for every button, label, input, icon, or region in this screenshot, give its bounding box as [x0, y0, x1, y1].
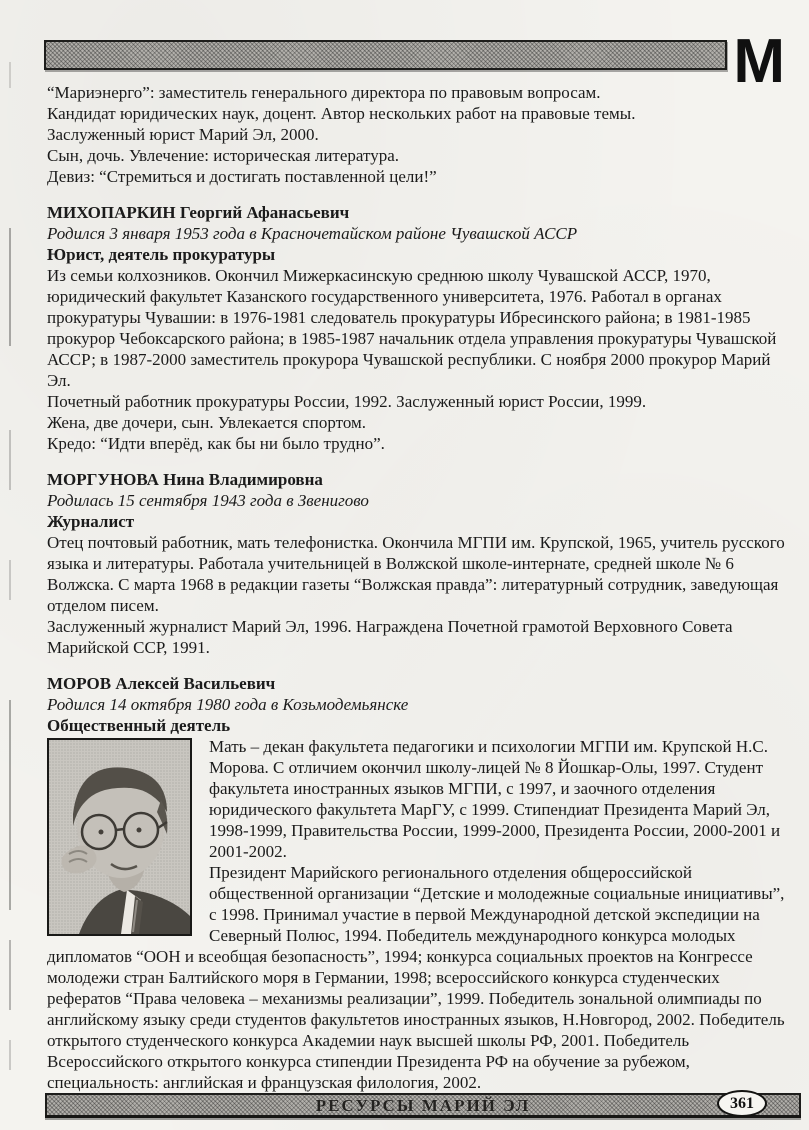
scan-edge-artifact	[9, 1040, 11, 1070]
entry-morov	[47, 673, 795, 1093]
entry-morgunova	[47, 469, 795, 658]
scan-edge-artifact	[9, 62, 11, 88]
scan-edge-artifact	[9, 560, 11, 600]
entry-role: Журналист	[47, 512, 135, 531]
header-decorative-bar	[44, 40, 727, 70]
entry-paragraph: Кредо: “Идти вперёд, как бы ни было трудно”.	[47, 434, 385, 453]
entry-name: МОРОВ Алексей Васильевич	[47, 674, 276, 693]
entry-paragraph: Почетный работник прокуратуры России, 1992. Заслуженный юрист России, 1999.	[47, 392, 647, 411]
entry-paragraph: Заслуженный журналист Марий Эл, 1996. Награждена Почетной грамотой Верховного Совета Марийской ССР, 1991.	[47, 617, 733, 657]
entry-role: Общественный деятель	[47, 716, 231, 735]
entry-paragraph: Заслуженный юрист Марий Эл, 2000.	[47, 125, 319, 144]
entry-paragraph: Сын, дочь. Увлечение: историческая литература.	[47, 146, 399, 165]
scan-edge-artifact	[9, 940, 11, 1010]
entry-continuation	[47, 82, 795, 187]
entry-birth-line: Родилась 15 сентября 1943 года в Звенигово	[47, 491, 369, 510]
entry-paragraph: Отец почтовый работник, мать телефонистка. Окончила МГПИ им. Крупской, 1965, учитель русского языка и литературы. Работала учительницей в Волжской школе-интернате, средней школе № 6 Волжска. С марта 1968 в редакции газеты “Волжская правда”: литературный сотрудник, заведующая отделом писем.	[47, 533, 785, 615]
entry-paragraph: Жена, две дочери, сын. Увлекается спортом.	[47, 413, 366, 432]
entry-paragraph: Кандидат юридических наук, доцент. Автор нескольких работ на правовые темы.	[47, 104, 636, 123]
entry-mikhoparkin	[47, 202, 795, 454]
section-letter-tab: М	[733, 27, 783, 96]
page-number-badge: 361	[717, 1090, 767, 1117]
entry-paragraph: “Мариэнерго”: заместитель генерального директора по правовым вопросам.	[47, 83, 601, 102]
scan-edge-artifact	[9, 430, 11, 490]
page-content	[47, 82, 795, 1093]
scan-edge-artifact	[9, 228, 11, 346]
footer-rule	[45, 1115, 801, 1118]
entry-birth-line: Родился 14 октября 1980 года в Козьмодемьянске	[47, 695, 409, 714]
page-footer	[45, 1093, 801, 1118]
entry-name: МОРГУНОВА Нина Владимировна	[47, 470, 323, 489]
footer-book-title: РЕСУРСЫ МАРИЙ ЭЛ	[315, 1095, 531, 1115]
entry-name: МИХОПАРКИН Георгий Афанасьевич	[47, 203, 350, 222]
entry-paragraph: Девиз: “Стремиться и достигать поставленной цели!”	[47, 167, 437, 186]
entry-role: Юрист, деятель прокуратуры	[47, 245, 276, 264]
entry-paragraph: Мать – декан факультета педагогики и психологии МГПИ им. Крупской Н.С. Морова. С отличием окончил школу-лицей № 8 Йошкар-Олы, 1997. Студент факультета иностранных языков МГПИ, с 1997, и заочного отделения юридического факультета МарГУ, с 1999. Стипендиат Президента Марий Эл, 1998-1999, Правительства России, 1999-2000, Президента России, 2000-2001 и 2001-2002.	[209, 737, 781, 861]
entry-paragraph: Из семьи колхозников. Окончил Мижеркасинскую среднюю школу Чувашской АССР, 1970, юридический факультет Казанского государственного университета, 1976. Работал в органах прокуратуры Чувашии: в 1976-1981 следователь прокуратуры Ибресинского района; в 1981-1985 прокурор Чебоксарского района; в 1985-1987 начальник отдела управления прокуратуры Чувашской АССР; в 1987-2000 заместитель прокурора Чувашской республики. С ноября 2000 прокурор Марий Эл.	[47, 266, 777, 390]
entry-paragraph: Президент Марийского регионального отделения общероссийской общественной организации “Детские и молодежные социальные инициативы”, с 1998. Принимал участие в первой Международной детской экспедиции на Северный Полюс, 1994. Победитель международного конкурса молодых дипломатов “ООН и всеобщая безопасность”, 1994; конкурса социальных проектов на Конгрессе молодежи стран Балтийского моря в Германии, 1998; всероссийского конкурса студенческих рефератов “Права человека – механизмы реализации”, 1999. Победитель зональной олимпиады по английскому языку среди студентов факультетов иностранных языков, Н.Новгород, 2002. Победитель открытого студенческого конкурса Академии наук высшей школы РФ, 2001. Победитель Всероссийского открытого конкурса стипендии Президента РФ на обучение за рубежом, специальность: английская и французская филология, 2002.	[47, 863, 785, 1092]
scan-edge-artifact	[9, 700, 11, 910]
portrait-photo	[47, 738, 192, 936]
entry-birth-line: Родился 3 января 1953 года в Красночетайском районе Чувашской АССР	[47, 224, 578, 243]
